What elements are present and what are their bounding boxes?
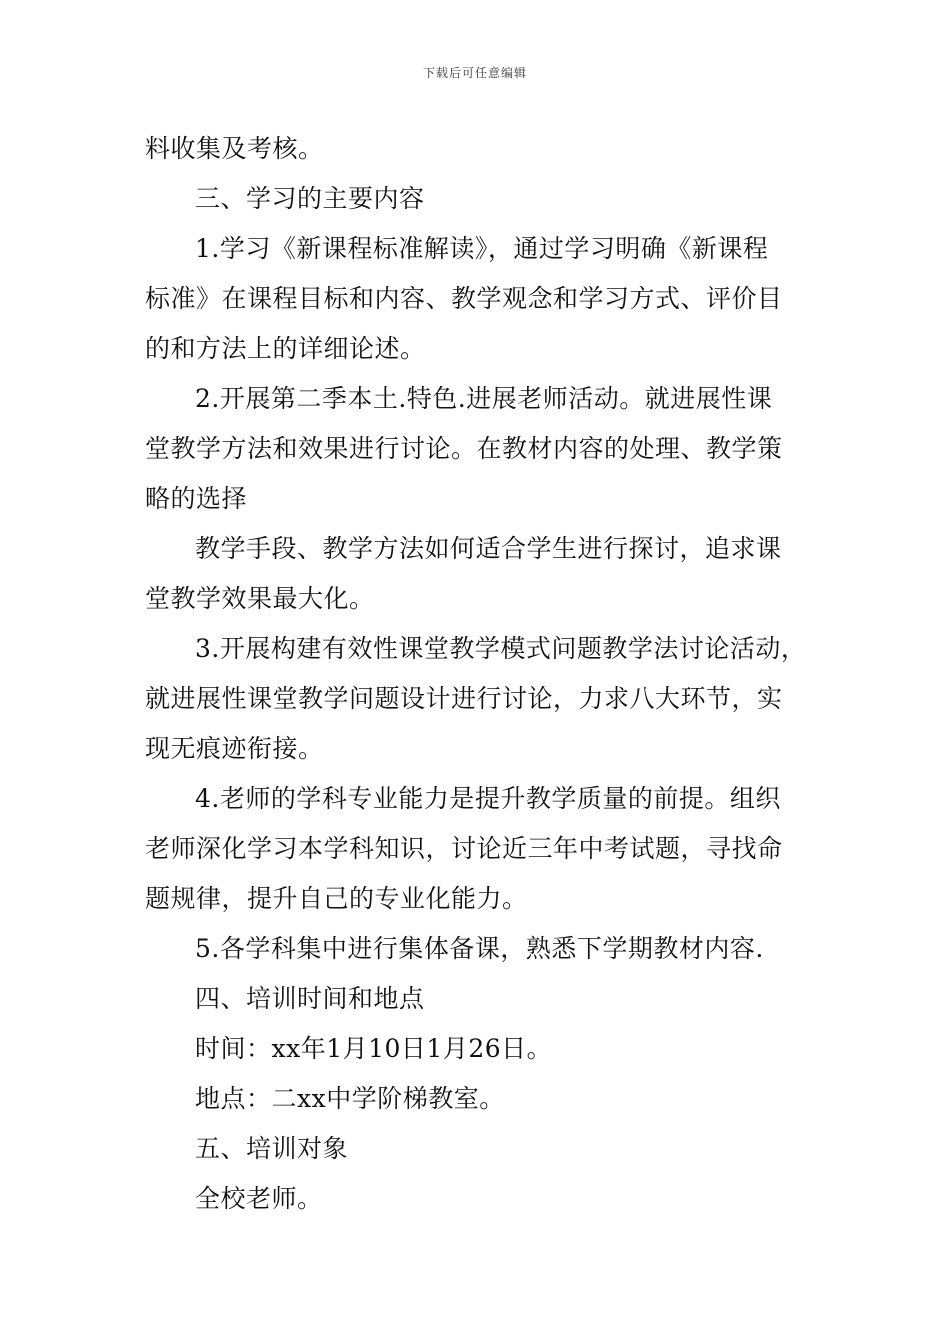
text-line: 4.老师的学科专业能力是提升教学质量的前提。组织 xyxy=(195,784,781,813)
section-heading: 四、培训时间和地点 xyxy=(195,984,425,1013)
text-line: 堂教学效果最大化。 xyxy=(145,584,375,613)
page-header: 下载后可任意编辑 xyxy=(422,66,527,80)
text-line: 老师深化学习本学科知识，讨论近三年中考试题，寻找命 xyxy=(145,834,783,863)
text-line: 全校老师。 xyxy=(195,1184,323,1213)
text-line: 堂教学方法和效果进行讨论。在教材内容的处理、教学策 xyxy=(145,434,783,463)
text-line: 的和方法上的详细论述。 xyxy=(145,334,426,363)
section-heading: 三、学习的主要内容 xyxy=(195,184,425,213)
text-line: 略的选择 xyxy=(145,484,248,513)
text-line: 现无痕迹衔接。 xyxy=(145,734,324,763)
text-line: 5.各学科集中进行集体备课，熟悉下学期教材内容. xyxy=(195,934,764,963)
text-line: 1.学习《新课程标准解读》，通过学习明确《新课程 xyxy=(195,234,769,263)
text-line: 教学手段、教学方法如何适合学生进行探讨，追求课 xyxy=(195,534,782,563)
text-line: 地点：二xx中学阶梯教室。 xyxy=(195,1084,505,1113)
text-line: 题规律，提升自己的专业化能力。 xyxy=(145,884,528,913)
text-line: 2.开展第二季本土.特色.进展老师活动。就进展性课 xyxy=(195,384,773,413)
text-line: 就进展性课堂教学问题设计进行讨论，力求八大环节，实 xyxy=(145,684,783,713)
document-body xyxy=(145,124,810,1224)
text-line: 标准》在课程目标和内容、教学观念和学习方式、评价目 xyxy=(145,284,783,313)
text-line: 3.开展构建有效性课堂教学模式问题教学法讨论活动， xyxy=(195,634,807,663)
section-heading: 五、培训对象 xyxy=(195,1134,349,1163)
text-line: 料收集及考核。 xyxy=(145,134,324,163)
text-line: 时间：xx年1月10日1月26日。 xyxy=(195,1034,553,1063)
